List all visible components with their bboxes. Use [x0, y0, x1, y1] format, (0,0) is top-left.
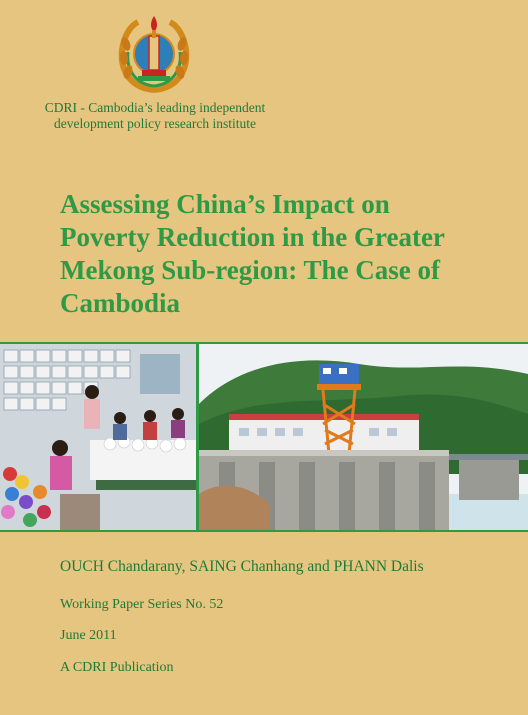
publication-date: June 2011 — [60, 628, 117, 643]
publication-label: A CDRI Publication — [60, 660, 174, 675]
cover-photo-strip — [0, 342, 528, 532]
title-line-1: Assessing China’s Impact on — [60, 189, 390, 219]
dam-construction-photo — [199, 344, 528, 530]
title-line-4: Cambodia — [60, 288, 181, 318]
series-number: Working Paper Series No. 52 — [60, 597, 224, 612]
tagline-line-2: development policy research institute — [53, 116, 257, 131]
tagline-line-1: CDRI - Cambodia’s leading independent — [44, 100, 266, 115]
publisher-tagline — [40, 100, 270, 132]
shop-interior-photo — [0, 344, 196, 530]
title-line-3: Mekong Sub-region: The Case of — [60, 255, 441, 285]
authors: OUCH Chandarany, SAING Chanhang and PHANN Dalis — [60, 558, 424, 575]
document-title — [60, 188, 500, 320]
cdri-logo-icon — [116, 10, 192, 94]
title-line-2: Poverty Reduction in the Greater — [60, 222, 445, 252]
